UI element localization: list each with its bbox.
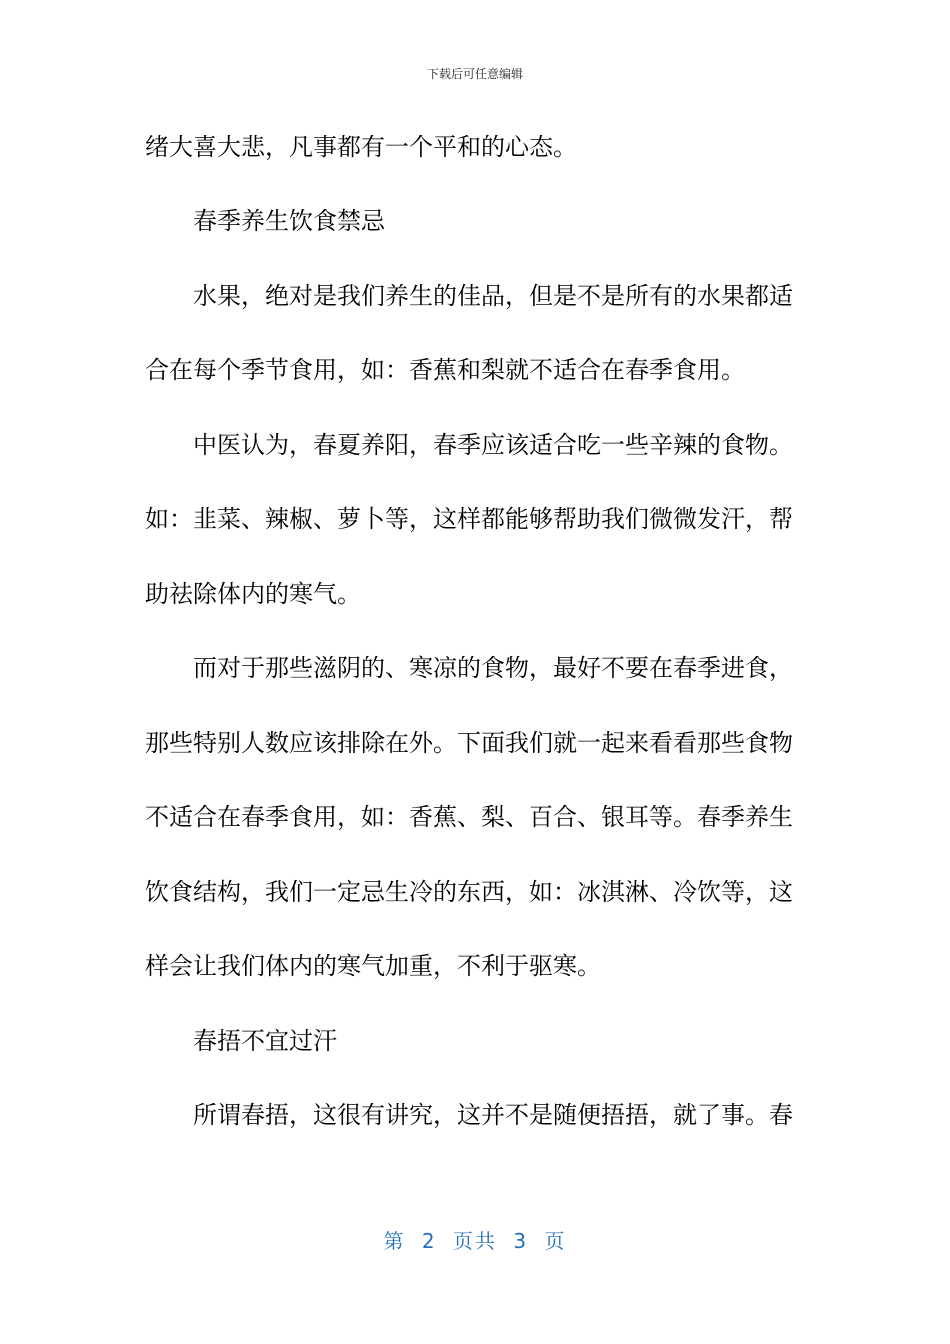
paragraph-line: 不适合在春季食用，如：香蕉、梨、百合、银耳等。春季养生 [145, 803, 793, 831]
current-page-number: 2 [421, 1229, 437, 1253]
section-heading: 春季养生饮食禁忌 [193, 207, 385, 235]
paragraph-line: 绪大喜大悲，凡事都有一个平和的心态。 [145, 133, 577, 161]
footer-prefix: 第 [383, 1229, 406, 1253]
paragraph-line: 水果，绝对是我们养生的佳品，但是不是所有的水果都适 [193, 282, 793, 310]
page-footer [0, 1225, 950, 1254]
page-header: 下载后可任意编辑 [426, 67, 523, 81]
section-heading: 春捂不宜过汗 [193, 1027, 337, 1055]
paragraph-line: 所谓春捂，这很有讲究，这并不是随便捂捂，就了事。春 [193, 1101, 793, 1129]
paragraph-line: 样会让我们体内的寒气加重，不利于驱寒。 [145, 952, 601, 980]
paragraph-line: 中医认为，春夏养阳，春季应该适合吃一些辛辣的食物。 [193, 431, 793, 459]
paragraph-line: 如：韭菜、辣椒、萝卜等，这样都能够帮助我们微微发汗，帮 [145, 505, 793, 533]
total-page-count: 3 [513, 1229, 529, 1253]
paragraph-line: 饮食结构，我们一定忌生冷的东西，如：冰淇淋、冷饮等，这 [145, 878, 793, 906]
footer-middle: 页共 [453, 1229, 497, 1253]
footer-suffix: 页 [544, 1229, 567, 1253]
paragraph-line: 那些特别人数应该排除在外。下面我们就一起来看看那些食物 [145, 729, 793, 757]
paragraph-line: 而对于那些滋阴的、寒凉的食物，最好不要在春季进食， [193, 654, 793, 682]
paragraph-line: 合在每个季节食用，如：香蕉和梨就不适合在春季食用。 [145, 356, 745, 384]
paragraph-line: 助祛除体内的寒气。 [145, 580, 361, 608]
